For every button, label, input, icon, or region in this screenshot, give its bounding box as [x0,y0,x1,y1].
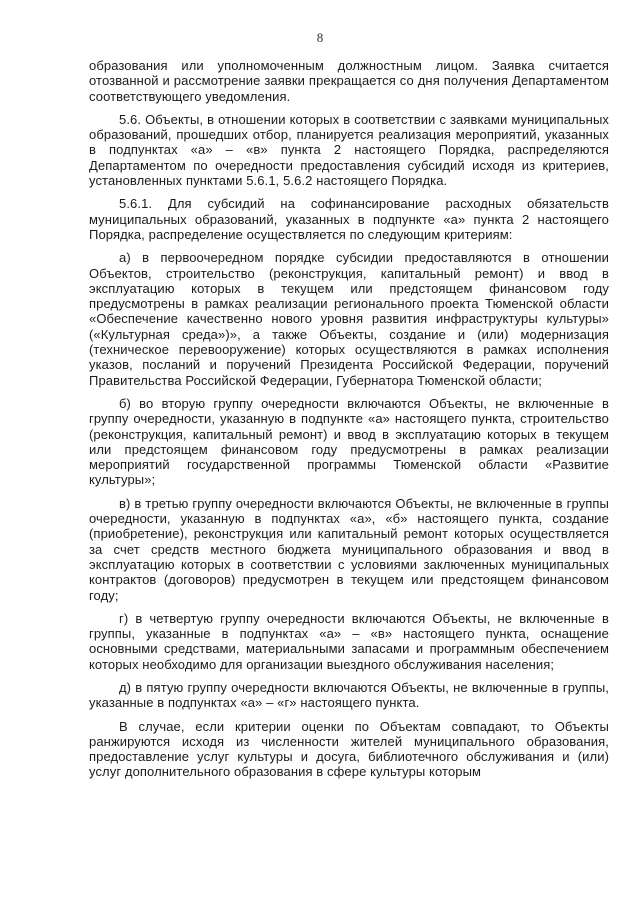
paragraph-item-v: в) в третью группу очередности включаются Объекты, не включенные в группы очередности, указанную в подпунктах «а», «б» настоящего пункта, создание (приобретение), реконструкция или капитальный ремонт которых осуществляется за счет средств местного бюджета муниципального образования и ввод в эксплуатацию которых в соответствии с условиями заключенных муниципальных контрактов (договоров) предусмотрен в текущем или предстоящем финансовом году; [89,495,609,603]
document-body [89,58,609,780]
paragraph-ranking: В случае, если критерии оценки по Объектам совпадают, то Объекты ранжируются исходя из численности жителей муниципального образования, предоставление услуг культуры и досуга, библиотечного обслуживания и (или) услуг дополнительного образования в сфере культуры которым [89,718,609,780]
paragraph-item-g: г) в четвертую группу очередности включаются Объекты, не включенные в группы, указанные в подпунктах «а» – «в» настоящего пункта, оснащение основными средствами, материальными запасами и программным обеспечением которых необходимо для организации выездного обслуживания населения; [89,610,609,672]
paragraph-item-a: а) в первоочередном порядке субсидии предоставляются в отношении Объектов, строительство (реконструкция, капитальный ремонт) и ввод в эксплуатацию которых в текущем или предстоящем финансовом году предусмотрены в рамках реализации регионального проекта Тюменской области «Обеспечение качественно нового уровня развития инфраструктуры культуры» («Культурная среда»)», а также Объекты, создание и (или) модернизация (техническое перевооружение) которых осуществляются в рамках исполнения указов, посланий и поручений Президента Российской Федерации, поручений Правительства Российской Федерации, Губернатора Тюменской области; [89,250,609,388]
paragraph-item-d: д) в пятую группу очередности включаются Объекты, не включенные в группы, указанные в подпунктах «а» – «г» настоящего пункта. [89,679,609,711]
paragraph-5-6-1: 5.6.1. Для субсидий на софинансирование расходных обязательств муниципальных образований, указанных в подпункте «а» пункта 2 настоящего Порядка, распределение осуществляется по следующим критериям: [89,196,609,242]
paragraph-5-6: 5.6. Объекты, в отношении которых в соответствии с заявками муниципальных образований, прошедших отбор, планируется реализация мероприятий, указанных в подпунктах «а» – «в» пункта 2 настоящего Порядка, распределяются Департаментом по очередности предоставления субсидий исходя из критериев, установленных пунктами 5.6.1, 5.6.2 настоящего Порядка. [89,111,609,189]
paragraph-continuation: образования или уполномоченным должностным лицом. Заявка считается отозванной и рассмотрение заявки прекращается со дня получения Департаментом соответствующего уведомления. [89,58,609,104]
page-number: 8 [316,30,324,45]
paragraph-item-b: б) во вторую группу очередности включаются Объекты, не включенные в группу очередности, указанную в подпункте «а» настоящего пункта, строительство (реконструкция, капитальный ремонт) и ввод в эксплуатацию которых в текущем или предстоящем финансовом году предусмотрены в рамках реализации мероприятий государственной программы Тюменской области «Развитие культуры»; [89,395,609,488]
